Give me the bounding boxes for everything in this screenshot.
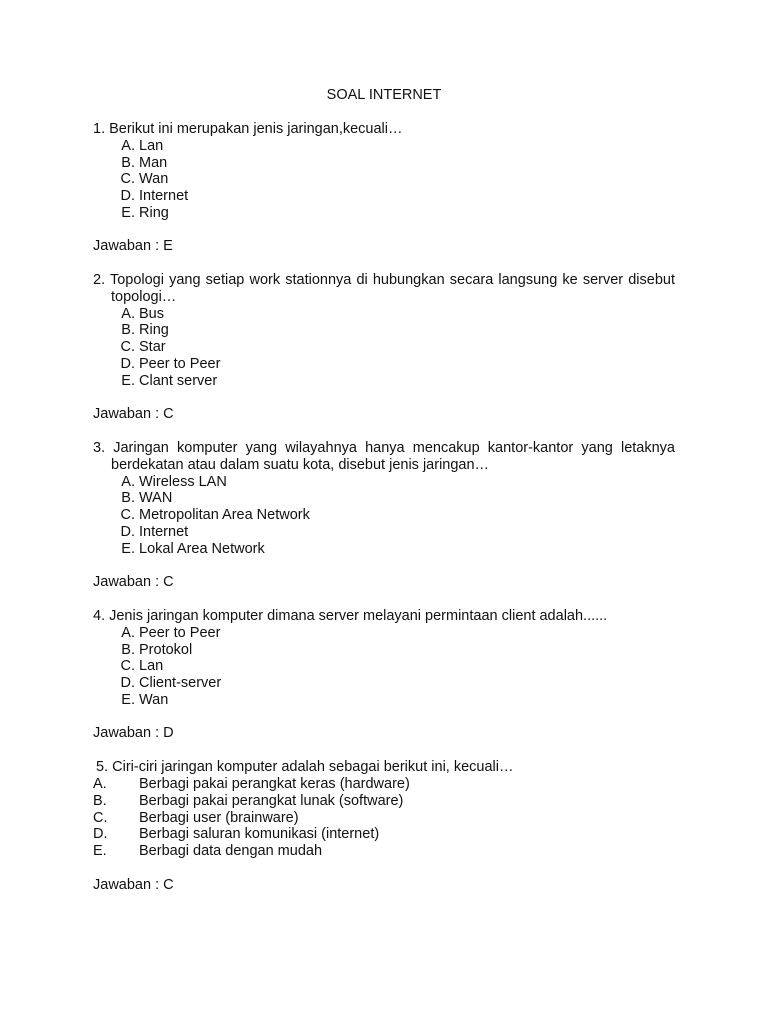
option-letter: C. — [120, 507, 135, 524]
option-text: Ring — [139, 204, 169, 221]
option-letter: A. — [121, 137, 135, 154]
option-e — [93, 843, 675, 860]
option-text: Ring — [139, 322, 169, 339]
option-c — [93, 339, 675, 356]
option-list — [93, 625, 675, 709]
option-letter: A. — [121, 624, 135, 641]
question-5-options — [93, 776, 675, 860]
option-b — [93, 155, 675, 172]
answer-1: Jawaban : E — [93, 238, 173, 254]
option-text: Internet — [139, 523, 189, 540]
option-text: Berbagi saluran komunikasi (internet) — [139, 826, 380, 843]
option-text: Clant server — [139, 372, 218, 389]
option-letter: D. — [120, 675, 135, 692]
option-text: Wan — [139, 691, 169, 708]
option-c — [93, 171, 675, 188]
answer-4: Jawaban : D — [93, 725, 174, 741]
option-letter: B. — [121, 322, 135, 339]
option-d — [93, 826, 675, 843]
option-text: WAN — [139, 490, 173, 507]
option-letter: D. — [93, 826, 108, 843]
option-text: Man — [139, 154, 168, 171]
question-5 — [96, 759, 678, 776]
option-letter: C. — [93, 809, 108, 826]
option-letter: B. — [121, 641, 135, 658]
option-text: Berbagi user (brainware) — [139, 809, 299, 826]
option-text: Lokal Area Network — [139, 540, 265, 557]
option-a — [93, 306, 675, 323]
option-d — [93, 356, 675, 373]
option-text: Bus — [139, 305, 164, 322]
question-2 — [93, 272, 675, 390]
option-a — [93, 138, 675, 155]
option-a — [93, 474, 675, 491]
option-letter: D. — [120, 355, 135, 372]
option-letter: D. — [120, 523, 135, 540]
option-letter: A. — [121, 473, 135, 490]
option-list — [93, 776, 675, 860]
option-b — [93, 642, 675, 659]
question-stem: 5. Ciri-ciri jaringan komputer adalah sebagai berikut ini, kecuali… — [96, 759, 514, 775]
option-text: Wireless LAN — [139, 473, 227, 490]
option-c — [93, 658, 675, 675]
option-letter: E. — [121, 372, 135, 389]
question-stem: 2. Topologi yang setiap work stationnya di hubungkan secara langsung ke server disebut topologi… — [93, 272, 675, 305]
option-text: Berbagi pakai perangkat keras (hardware) — [139, 776, 410, 792]
option-e — [93, 205, 675, 222]
option-a — [93, 625, 675, 642]
option-e — [93, 541, 675, 558]
option-text: Protokol — [139, 641, 193, 658]
option-c — [93, 507, 675, 524]
option-list — [93, 306, 675, 390]
option-b — [93, 490, 675, 507]
answer-3: Jawaban : C — [93, 574, 174, 590]
option-text: Star — [139, 339, 166, 356]
question-1 — [93, 121, 675, 222]
option-text: Peer to Peer — [139, 355, 221, 372]
option-letter: B. — [93, 792, 107, 809]
option-text: Internet — [139, 188, 189, 205]
option-letter: E. — [121, 691, 135, 708]
option-text: Peer to Peer — [139, 624, 221, 641]
option-letter: B. — [121, 154, 135, 171]
page-title: SOAL INTERNET — [326, 87, 442, 103]
option-e — [93, 692, 675, 709]
option-text: Lan — [139, 137, 164, 154]
option-b — [93, 322, 675, 339]
option-d — [93, 188, 675, 205]
option-letter: E. — [121, 204, 135, 221]
option-letter: E. — [93, 843, 107, 860]
option-letter: C. — [120, 658, 135, 675]
option-letter: A. — [93, 776, 107, 792]
option-text: Berbagi pakai perangkat lunak (software) — [139, 792, 404, 809]
option-letter: E. — [121, 540, 135, 557]
question-4 — [93, 608, 675, 709]
option-text: Lan — [139, 658, 164, 675]
question-3 — [93, 440, 675, 558]
question-stem: 3. Jaringan komputer yang wilayahnya hanya mencakup kantor-kantor yang letaknya berdekatan atau dalam suatu kota, disebut jenis jaringan… — [93, 440, 675, 473]
question-stem: 1. Berikut ini merupakan jenis jaringan,kecuali… — [93, 121, 403, 137]
option-e — [93, 373, 675, 390]
option-text: Wan — [139, 171, 169, 188]
option-text: Client-server — [139, 675, 222, 692]
option-text: Berbagi data dengan mudah — [139, 843, 323, 860]
option-list — [93, 138, 675, 222]
option-list — [93, 474, 675, 558]
option-b — [93, 793, 675, 810]
option-letter: C. — [120, 339, 135, 356]
question-stem: 4. Jenis jaringan komputer dimana server melayani permintaan client adalah...... — [93, 608, 608, 624]
option-letter: A. — [121, 305, 135, 322]
option-d — [93, 675, 675, 692]
answer-5: Jawaban : C — [93, 877, 174, 893]
option-d — [93, 524, 675, 541]
option-a — [93, 776, 675, 793]
option-letter: B. — [121, 490, 135, 507]
option-letter: D. — [120, 188, 135, 205]
option-c — [93, 810, 675, 827]
option-text: Metropolitan Area Network — [139, 507, 310, 524]
option-letter: C. — [120, 171, 135, 188]
answer-2: Jawaban : C — [93, 406, 174, 422]
